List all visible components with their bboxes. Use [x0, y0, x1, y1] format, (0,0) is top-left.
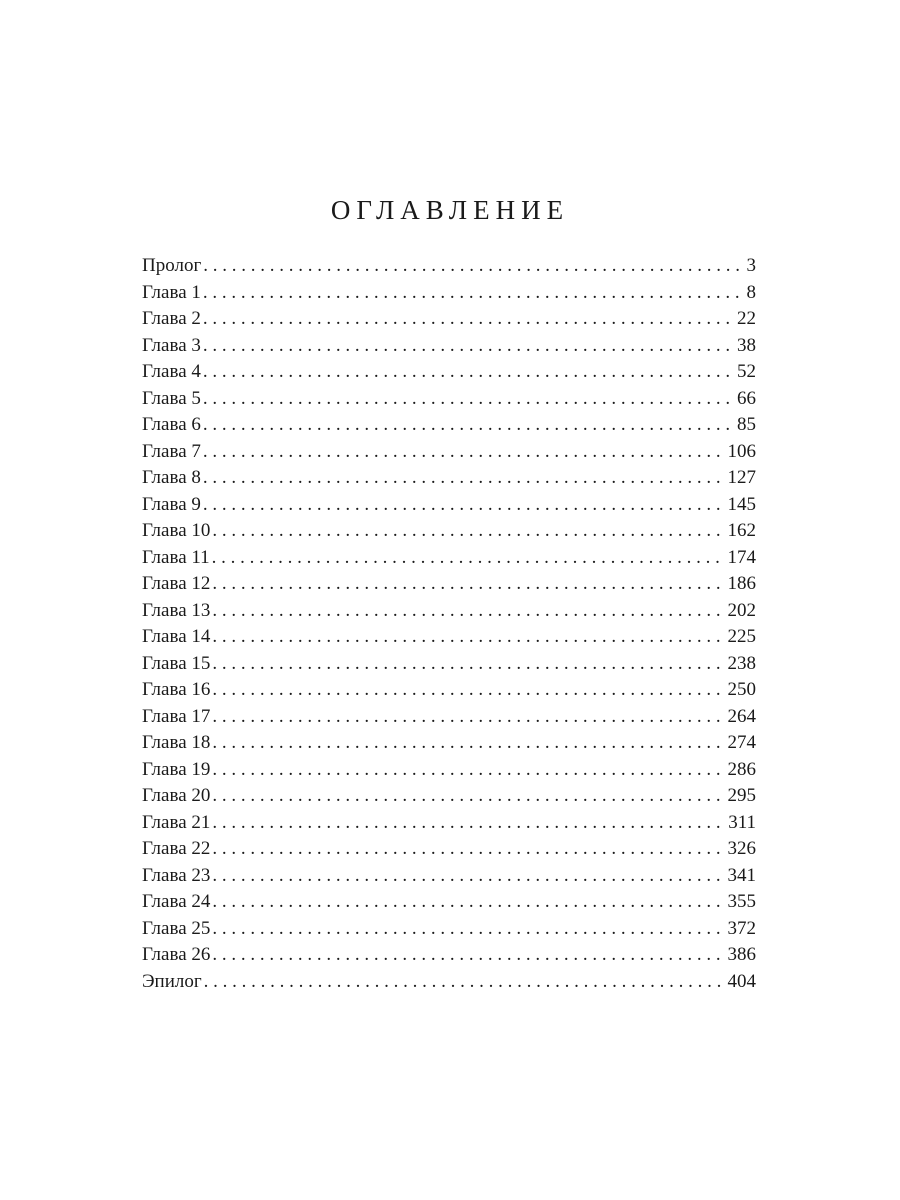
toc-entry-page-number: 225: [727, 626, 756, 647]
dot-leader: [212, 624, 723, 651]
toc-title: ОГЛАВЛЕНИЕ: [330, 195, 570, 225]
dot-leader: [203, 386, 733, 413]
toc-entry-label: Глава 6: [142, 414, 201, 435]
toc-entry: [142, 280, 756, 307]
toc-entry-page-number: 311: [728, 811, 756, 833]
toc-entry-label: Глава 18: [142, 732, 211, 753]
dot-leader: [212, 889, 723, 916]
toc-entry: [142, 492, 756, 519]
toc-entry-page-number: 38: [737, 334, 756, 356]
dot-leader: [203, 253, 740, 280]
toc-entry: [142, 942, 756, 969]
toc-entry-page-number: 3: [746, 255, 756, 276]
toc-entry: [142, 677, 756, 704]
toc-entry-label: Глава 23: [142, 864, 211, 886]
toc-entry-label: Глава 9: [142, 493, 201, 515]
toc-entry: [142, 598, 756, 625]
toc-entry: [142, 783, 756, 810]
toc-entry: [142, 306, 756, 333]
toc-entry-label: Глава 17: [142, 705, 211, 727]
toc-entry-label: Глава 15: [142, 652, 211, 674]
toc-entry-label: Глава 20: [142, 785, 211, 806]
toc-entry-page-number: 22: [737, 308, 756, 329]
dot-leader: [212, 651, 723, 678]
toc-entry-label: Глава 3: [142, 334, 201, 356]
dot-leader: [203, 333, 733, 360]
toc-entry-label: Глава 7: [142, 440, 201, 462]
dot-leader: [212, 836, 723, 863]
toc-entry: [142, 253, 756, 280]
dot-leader: [203, 492, 724, 519]
dot-leader: [212, 571, 723, 598]
toc-entry: [142, 836, 756, 863]
dot-leader: [212, 518, 723, 545]
toc-entry-label: Глава 13: [142, 599, 211, 621]
dot-leader: [203, 359, 733, 386]
toc-entry: [142, 863, 756, 890]
toc-entry-page-number: 326: [727, 838, 756, 859]
toc-entry-page-number: 386: [727, 944, 756, 965]
toc-entry: [142, 359, 756, 386]
toc-entry-page-number: 238: [727, 652, 756, 674]
toc-entry-label: Глава 19: [142, 758, 211, 780]
toc-entry-label: Глава 11: [142, 546, 210, 568]
dot-leader: [212, 677, 723, 704]
toc-entry-label: Глава 25: [142, 917, 211, 939]
dot-leader: [212, 704, 723, 731]
toc-entry-page-number: 85: [737, 414, 756, 435]
toc-entry-page-number: 8: [746, 281, 756, 303]
toc-entry-page-number: 52: [737, 361, 756, 382]
toc-entry-page-number: 341: [727, 864, 756, 886]
toc-entry-page-number: 286: [727, 758, 756, 780]
toc-entry-page-number: 295: [727, 785, 756, 806]
dot-leader: [212, 757, 723, 784]
toc-entry-label: Глава 5: [142, 387, 201, 409]
toc-entry-label: Глава 24: [142, 891, 211, 912]
toc-entry-page-number: 174: [727, 546, 756, 568]
toc-entry-label: Глава 10: [142, 520, 211, 541]
toc-entry-label: Пролог: [142, 255, 202, 276]
toc-entry-label: Глава 4: [142, 361, 201, 382]
toc-entry: [142, 333, 756, 360]
toc-list: [142, 253, 756, 995]
toc-entry: [142, 571, 756, 598]
toc-entry: [142, 624, 756, 651]
dot-leader: [203, 465, 724, 492]
toc-entry-label: Эпилог: [142, 970, 202, 992]
toc-entry-label: Глава 14: [142, 626, 211, 647]
toc-entry-label: Глава 16: [142, 679, 211, 700]
toc-entry-label: Глава 8: [142, 467, 201, 488]
dot-leader: [204, 969, 724, 996]
dot-leader: [212, 810, 724, 837]
toc-entry-page-number: 162: [727, 520, 756, 541]
dot-leader: [203, 412, 733, 439]
dot-leader: [212, 598, 723, 625]
toc-entry-page-number: 202: [727, 599, 756, 621]
toc-entry: [142, 730, 756, 757]
toc-entry: [142, 651, 756, 678]
toc-entry: [142, 889, 756, 916]
toc-entry-page-number: 404: [727, 970, 756, 992]
toc-entry: [142, 412, 756, 439]
toc-entry-page-number: 145: [727, 493, 756, 515]
dot-leader: [203, 439, 724, 466]
toc-entry-page-number: 186: [727, 573, 756, 594]
toc-entry: [142, 810, 756, 837]
dot-leader: [212, 863, 723, 890]
toc-entry: [142, 439, 756, 466]
toc-entry-label: Глава 1: [142, 281, 201, 303]
toc-entry-page-number: 250: [727, 679, 756, 700]
dot-leader: [203, 280, 740, 307]
toc-entry-label: Глава 22: [142, 838, 211, 859]
dot-leader: [212, 730, 723, 757]
dot-leader: [212, 545, 724, 572]
toc-entry-page-number: 274: [727, 732, 756, 753]
toc-entry: [142, 465, 756, 492]
dot-leader: [203, 306, 733, 333]
toc-entry-page-number: 106: [727, 440, 756, 462]
toc-entry: [142, 704, 756, 731]
toc-entry: [142, 386, 756, 413]
toc-entry: [142, 969, 756, 996]
toc-entry-page-number: 66: [737, 387, 756, 409]
toc-entry-page-number: 127: [727, 467, 756, 488]
toc-entry: [142, 916, 756, 943]
toc-entry-label: Глава 26: [142, 944, 211, 965]
toc-entry-label: Глава 2: [142, 308, 201, 329]
toc-entry: [142, 545, 756, 572]
dot-leader: [212, 942, 723, 969]
dot-leader: [212, 783, 723, 810]
toc-entry: [142, 757, 756, 784]
toc-entry-page-number: 264: [727, 705, 756, 727]
toc-entry-page-number: 355: [727, 891, 756, 912]
dot-leader: [212, 916, 723, 943]
toc-entry-label: Глава 12: [142, 573, 211, 594]
toc-entry-page-number: 372: [727, 917, 756, 939]
toc-entry: [142, 518, 756, 545]
toc-entry-label: Глава 21: [142, 811, 211, 833]
